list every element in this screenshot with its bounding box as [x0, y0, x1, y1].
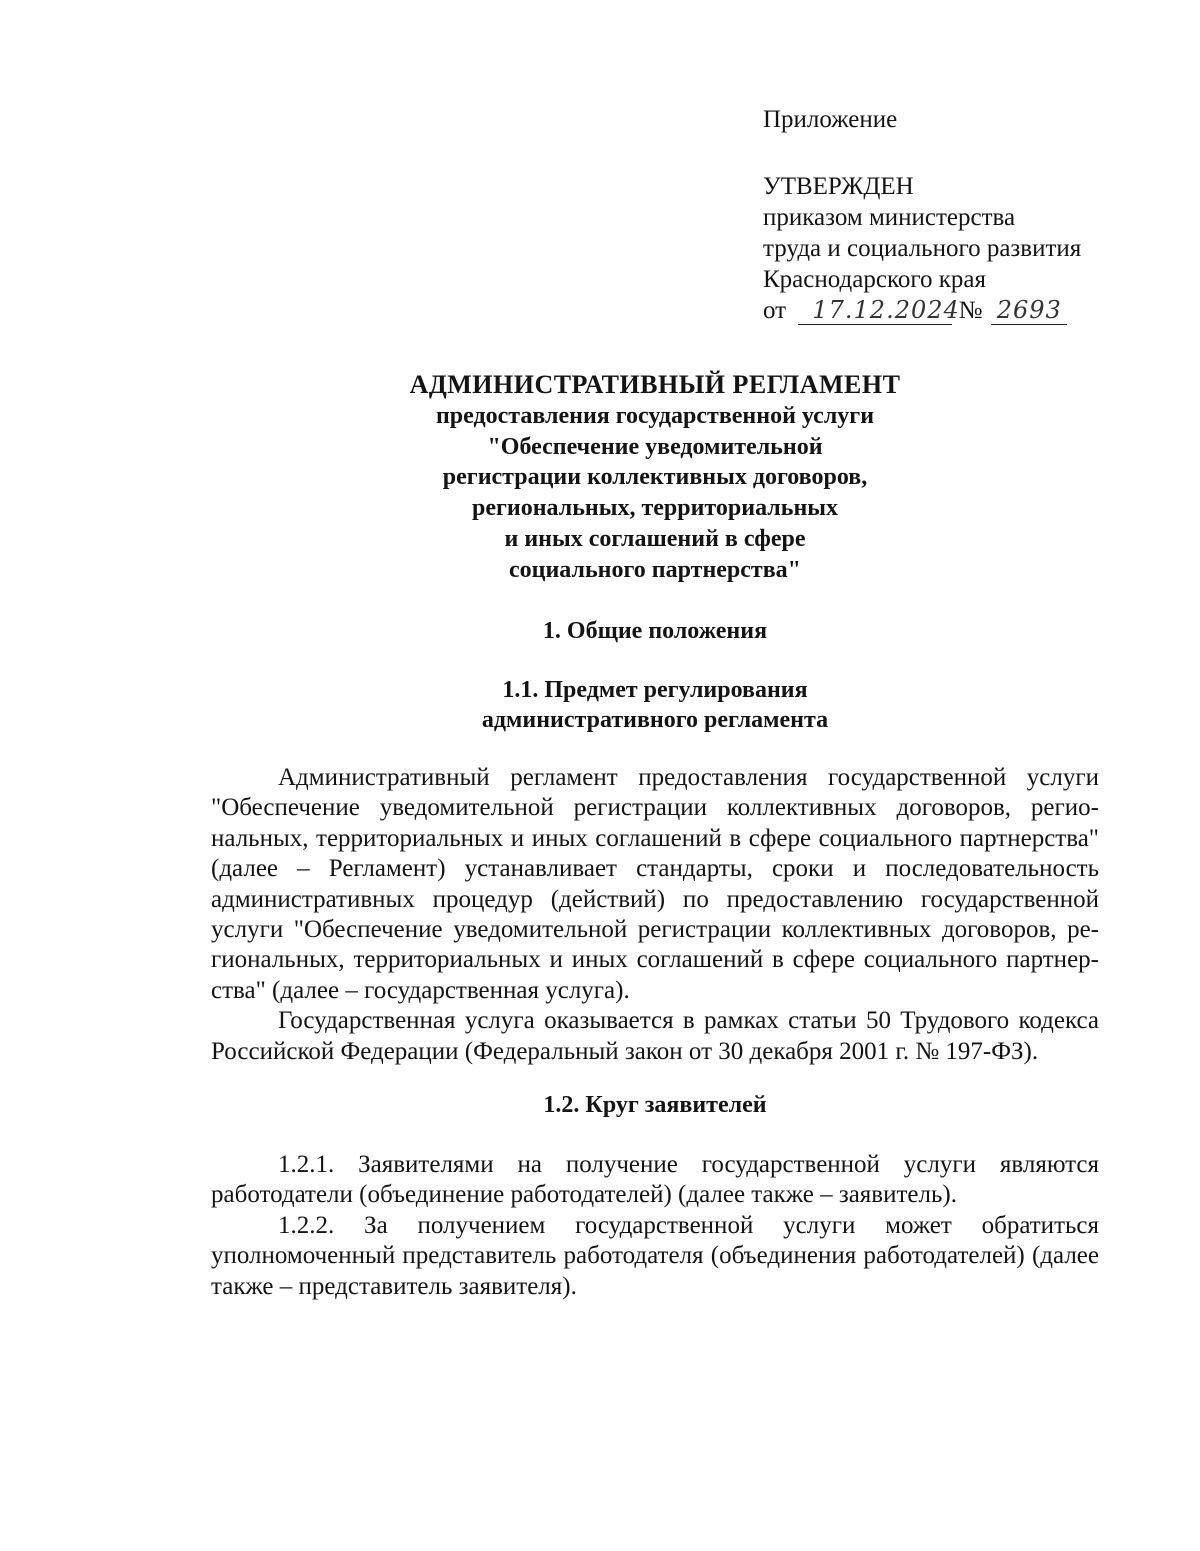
- approved-label: УТВЕРЖДЕН: [763, 173, 914, 200]
- paragraph: 1.2.1. Заявителями на получение государственной услуги являются работодатели (объединение работодателей) (далее также – заявитель).: [211, 1151, 1099, 1209]
- title-main: АДМИНИСТРАТИВНЫЙ РЕГЛАМЕНТ: [409, 370, 901, 399]
- annex-label: Приложение: [763, 106, 898, 133]
- title-line: и иных соглашений в сфере: [504, 525, 806, 552]
- order-date-handwritten: 17.12.2024: [798, 296, 952, 325]
- section-1-heading: 1. Общие положения: [542, 618, 768, 644]
- title-line: региональных, территориальных: [471, 495, 839, 522]
- title-line: регистрации коллективных договоров,: [442, 464, 868, 491]
- approval-line-1: приказом министерства: [763, 204, 1016, 231]
- document-title: [260, 368, 1050, 585]
- approval-line-3: Краснодарского края: [763, 266, 986, 293]
- order-number-handwritten: 2693: [991, 296, 1067, 325]
- section-1-1-heading: [260, 675, 1050, 735]
- section-1-2-heading: 1.2. Круг заявителей: [543, 1092, 767, 1118]
- approval-stamp: [763, 104, 1081, 326]
- section-1-1-heading-line-2: административного регламента: [481, 707, 829, 733]
- section-1-1-body: [211, 763, 1099, 1067]
- title-line: "Обеспечение уведомительной: [487, 433, 823, 460]
- number-prefix: №: [958, 297, 983, 324]
- section-1-1-heading-line-1: 1.1. Предмет регулирования: [502, 677, 808, 703]
- approval-line-2: труда и социального развития: [763, 235, 1082, 262]
- paragraph: Государственная услуга оказывается в рамках статьи 50 Трудового кодекса Российской Федерации (Федеральный закон от 30 декабря 2001 г. № 197-ФЗ).: [211, 1007, 1099, 1065]
- title-line: социального партнерства": [508, 556, 801, 583]
- paragraph: Административный регламент предоставления государственной услуги "Обеспечение уведомительной регистрации коллективных договоров, региональных, территориальных и иных соглашений в сфере социального партнерства" (далее – Регламент) устанавливает стандарты, сроки и последовательность административных процедур (действий) по предоставлению государственной услуги "Обеспечение уведомительной регистрации коллективных договоров, региональных, территориальных и иных соглашений в сфере социального партнерства" (далее – государственная услуга).: [211, 764, 1099, 1004]
- section-1-2-body: [211, 1150, 1099, 1302]
- paragraph: 1.2.2. За получением государственной услуги может обратиться уполномоченный представитель работодателя (объединения работодателей) (далее также – представитель заявителя).: [211, 1211, 1099, 1300]
- date-prefix: от: [763, 297, 787, 324]
- order-date-number: [763, 295, 1081, 326]
- title-line: предоставления государственной услуги: [435, 403, 875, 429]
